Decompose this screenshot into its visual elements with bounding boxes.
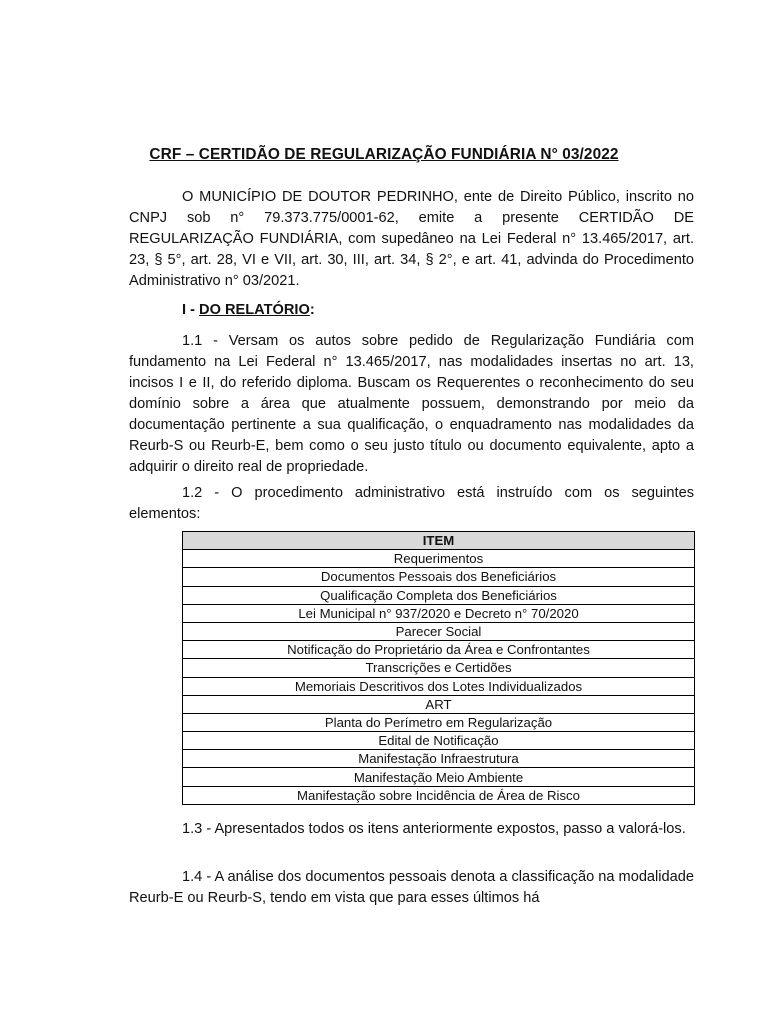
table-header-item: ITEM <box>183 532 695 550</box>
table-cell: ART <box>183 695 695 713</box>
table-cell: Transcrições e Certidões <box>183 659 695 677</box>
table-cell: Documentos Pessoais dos Beneficiários <box>183 568 695 586</box>
items-table <box>182 531 695 805</box>
paragraph-1-1: 1.1 - Versam os autos sobre pedido de Regularização Fundiária com fundamento na Lei Federal n° 13.465/2017, nas modalidades insertas no art. 13, incisos I e II, do referido diploma. Buscam os Requerentes o reconhecimento do seu domínio sobre a área que atualmente possuem, demonstrando por meio da documentação pertinente a sua qualificação, o enquadramento nas modalidades da Reurb-S ou Reurb-E, bem como o seu justo título ou documento equivalente, apto a adquirir o direito real de propriedade. <box>129 333 694 475</box>
table-cell: Planta do Perímetro em Regularização <box>183 713 695 731</box>
paragraph-1-4: 1.4 - A análise dos documentos pessoais denota a classificação na modalidade Reurb-E ou Reurb-S, tendo em vista que para esses últimos há <box>129 869 694 906</box>
table-row <box>183 750 695 768</box>
table-header-row <box>183 532 695 550</box>
table-row <box>183 786 695 804</box>
intro-paragraph: O MUNICÍPIO DE DOUTOR PEDRINHO, ente de Direito Público, inscrito no CNPJ sob n° 79.373.775/0001-62, emite a presente CERTIDÃO DE REGULARIZAÇÃO FUNDIÁRIA, com supedâneo na Lei Federal n° 13.465/2017, art. 23, § 5°, art. 28, VI e VII, art. 30, III, art. 34, § 2°, e art. 41, advinda do Procedimento Administrativo n° 03/2021. <box>129 189 694 289</box>
table-cell: Notificação do Proprietário da Área e Confrontantes <box>183 641 695 659</box>
table-row <box>183 586 695 604</box>
table-cell: Requerimentos <box>183 550 695 568</box>
table-cell: Qualificação Completa dos Beneficiários <box>183 586 695 604</box>
table-cell: Lei Municipal n° 937/2020 e Decreto n° 70/2020 <box>183 604 695 622</box>
table-row <box>183 659 695 677</box>
table-row <box>183 768 695 786</box>
table-row <box>183 732 695 750</box>
section-heading-suffix: : <box>309 302 315 318</box>
table-row <box>183 568 695 586</box>
section-heading-prefix: I - <box>182 302 200 318</box>
section-heading-label: DO RELATÓRIO <box>199 302 310 318</box>
table-row <box>183 550 695 568</box>
table-cell: Manifestação sobre Incidência de Área de Risco <box>183 786 695 804</box>
table-row <box>183 622 695 640</box>
table-cell: Manifestação Meio Ambiente <box>183 768 695 786</box>
section-heading <box>182 302 315 318</box>
paragraph-1-2: 1.2 - O procedimento administrativo está instruído com os seguintes elementos: <box>129 485 694 522</box>
table-cell: Parecer Social <box>183 622 695 640</box>
table-row <box>183 604 695 622</box>
table-row <box>183 713 695 731</box>
table-cell: Edital de Notificação <box>183 732 695 750</box>
document-title: CRF – CERTIDÃO DE REGULARIZAÇÃO FUNDIÁRIA N° 03/2022 <box>149 146 619 163</box>
table-cell: Memoriais Descritivos dos Lotes Individualizados <box>183 677 695 695</box>
table-cell: Manifestação Infraestrutura <box>183 750 695 768</box>
table-row <box>183 677 695 695</box>
table-row <box>183 641 695 659</box>
paragraph-1-3: 1.3 - Apresentados todos os itens anteriormente expostos, passo a valorá-los. <box>182 821 686 837</box>
table-row <box>183 695 695 713</box>
